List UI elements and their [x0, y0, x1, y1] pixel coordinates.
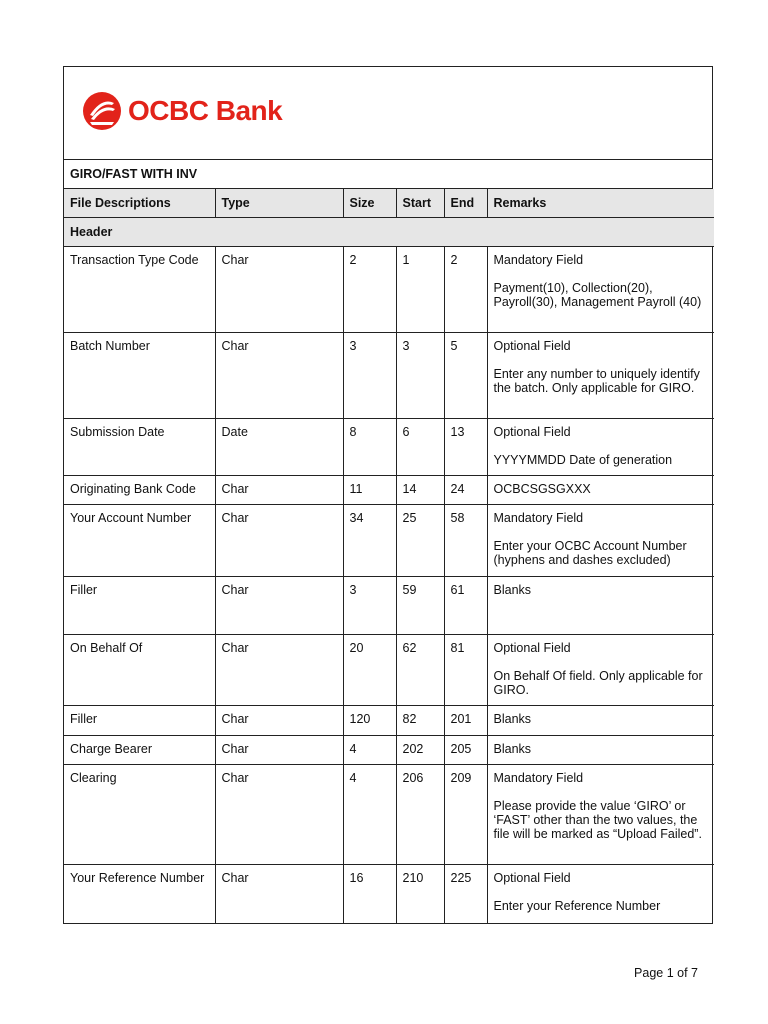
cell-remarks [487, 577, 714, 635]
cell-end: 58 [444, 505, 487, 577]
cell-size: 4 [343, 765, 396, 865]
cell-end: 209 [444, 765, 487, 865]
cell-start: 14 [396, 476, 444, 505]
cell-end: 205 [444, 736, 487, 765]
remark-line: YYYYMMDD Date of generation [493, 453, 673, 467]
table-row [64, 706, 714, 736]
cell-type: Date [215, 419, 343, 476]
column-header: File Descriptions [64, 189, 215, 218]
cell-end: 201 [444, 706, 487, 736]
brand-logo [82, 91, 282, 131]
cell-size: 11 [343, 476, 396, 505]
cell-remarks [487, 476, 714, 505]
cell-remarks [487, 247, 714, 333]
cell-size: 4 [343, 736, 396, 765]
cell-size: 3 [343, 577, 396, 635]
table-row [64, 577, 714, 635]
cell-remarks [487, 333, 714, 419]
cell-type: Char [215, 333, 343, 419]
remark-line: Optional Field [493, 339, 571, 353]
cell-end: 81 [444, 635, 487, 706]
remark-line: Blanks [493, 742, 532, 756]
cell-start: 206 [396, 765, 444, 865]
remark-line: Blanks [493, 712, 532, 726]
remark-line: Mandatory Field [493, 511, 584, 525]
cell-size: 16 [343, 865, 396, 923]
cell-type: Char [215, 577, 343, 635]
cell-remarks [487, 419, 714, 476]
cell-type: Char [215, 706, 343, 736]
cell-type: Char [215, 765, 343, 865]
remark-line: Payment(10), Collection(20), Payroll(30), Management Payroll (40) [493, 281, 702, 309]
table-row [64, 865, 714, 923]
table-header-row [64, 189, 714, 218]
table-row [64, 247, 714, 333]
cell-start: 3 [396, 333, 444, 419]
cell-end: 24 [444, 476, 487, 505]
cell-size: 3 [343, 333, 396, 419]
cell-start: 82 [396, 706, 444, 736]
cell-description: Charge Bearer [64, 736, 215, 765]
cell-remarks [487, 505, 714, 577]
cell-size: 2 [343, 247, 396, 333]
cell-end: 61 [444, 577, 487, 635]
cell-size: 20 [343, 635, 396, 706]
cell-type: Char [215, 865, 343, 923]
table-row [64, 635, 714, 706]
cell-description: Your Account Number [64, 505, 215, 577]
cell-description: On Behalf Of [64, 635, 215, 706]
remark-line: Enter any number to uniquely identify the batch. Only applicable for GIRO. [493, 367, 700, 395]
cell-remarks [487, 765, 714, 865]
remark-line: On Behalf Of field. Only applicable for GIRO. [493, 669, 703, 697]
table-row [64, 419, 714, 476]
table-row [64, 765, 714, 865]
column-header: End [444, 189, 487, 218]
table-row [64, 736, 714, 765]
table-row [64, 476, 714, 505]
cell-description: Filler [64, 577, 215, 635]
document-title: GIRO/FAST WITH INV [64, 160, 712, 189]
cell-description: Your Reference Number [64, 865, 215, 923]
cell-description: Clearing [64, 765, 215, 865]
cell-type: Char [215, 635, 343, 706]
cell-description: Submission Date [64, 419, 215, 476]
column-header: Remarks [487, 189, 714, 218]
cell-description: Transaction Type Code [64, 247, 215, 333]
cell-start: 59 [396, 577, 444, 635]
cell-start: 210 [396, 865, 444, 923]
cell-end: 13 [444, 419, 487, 476]
cell-start: 202 [396, 736, 444, 765]
cell-description: Batch Number [64, 333, 215, 419]
spec-table [64, 189, 714, 923]
cell-type: Char [215, 736, 343, 765]
logo-area [64, 67, 712, 160]
column-header: Type [215, 189, 343, 218]
cell-description: Originating Bank Code [64, 476, 215, 505]
cell-remarks [487, 865, 714, 923]
cell-type: Char [215, 505, 343, 577]
remark-line: Mandatory Field [493, 771, 584, 785]
cell-remarks [487, 635, 714, 706]
cell-end: 225 [444, 865, 487, 923]
cell-remarks [487, 736, 714, 765]
cell-start: 6 [396, 419, 444, 476]
table-row [64, 333, 714, 419]
column-header: Size [343, 189, 396, 218]
page-number: Page 1 of 7 [634, 966, 698, 980]
cell-start: 25 [396, 505, 444, 577]
cell-end: 5 [444, 333, 487, 419]
cell-size: 8 [343, 419, 396, 476]
section-row [64, 218, 714, 247]
cell-start: 1 [396, 247, 444, 333]
cell-type: Char [215, 247, 343, 333]
ocbc-sailboat-icon [82, 91, 122, 131]
document-frame [63, 66, 713, 924]
column-header: Start [396, 189, 444, 218]
section-label: Header [64, 218, 714, 247]
cell-start: 62 [396, 635, 444, 706]
remark-line: Enter your Reference Number [493, 899, 661, 913]
remark-line: Optional Field [493, 871, 571, 885]
remark-line: Mandatory Field [493, 253, 584, 267]
cell-size: 120 [343, 706, 396, 736]
cell-end: 2 [444, 247, 487, 333]
brand-name: OCBC Bank [128, 95, 283, 126]
remark-line: Optional Field [493, 641, 571, 655]
cell-size: 34 [343, 505, 396, 577]
remark-line: Blanks [493, 583, 532, 597]
cell-remarks [487, 706, 714, 736]
cell-description: Filler [64, 706, 215, 736]
remark-line: Optional Field [493, 425, 571, 439]
remark-line: OCBCSGSGXXX [493, 482, 591, 496]
remark-line: Enter your OCBC Account Number (hyphens and dashes excluded) [493, 539, 687, 567]
remark-line: Please provide the value ‘GIRO’ or ‘FAST’ other than the two values, the file will be marked as “Upload Failed”. [493, 799, 702, 841]
cell-type: Char [215, 476, 343, 505]
table-row [64, 505, 714, 577]
